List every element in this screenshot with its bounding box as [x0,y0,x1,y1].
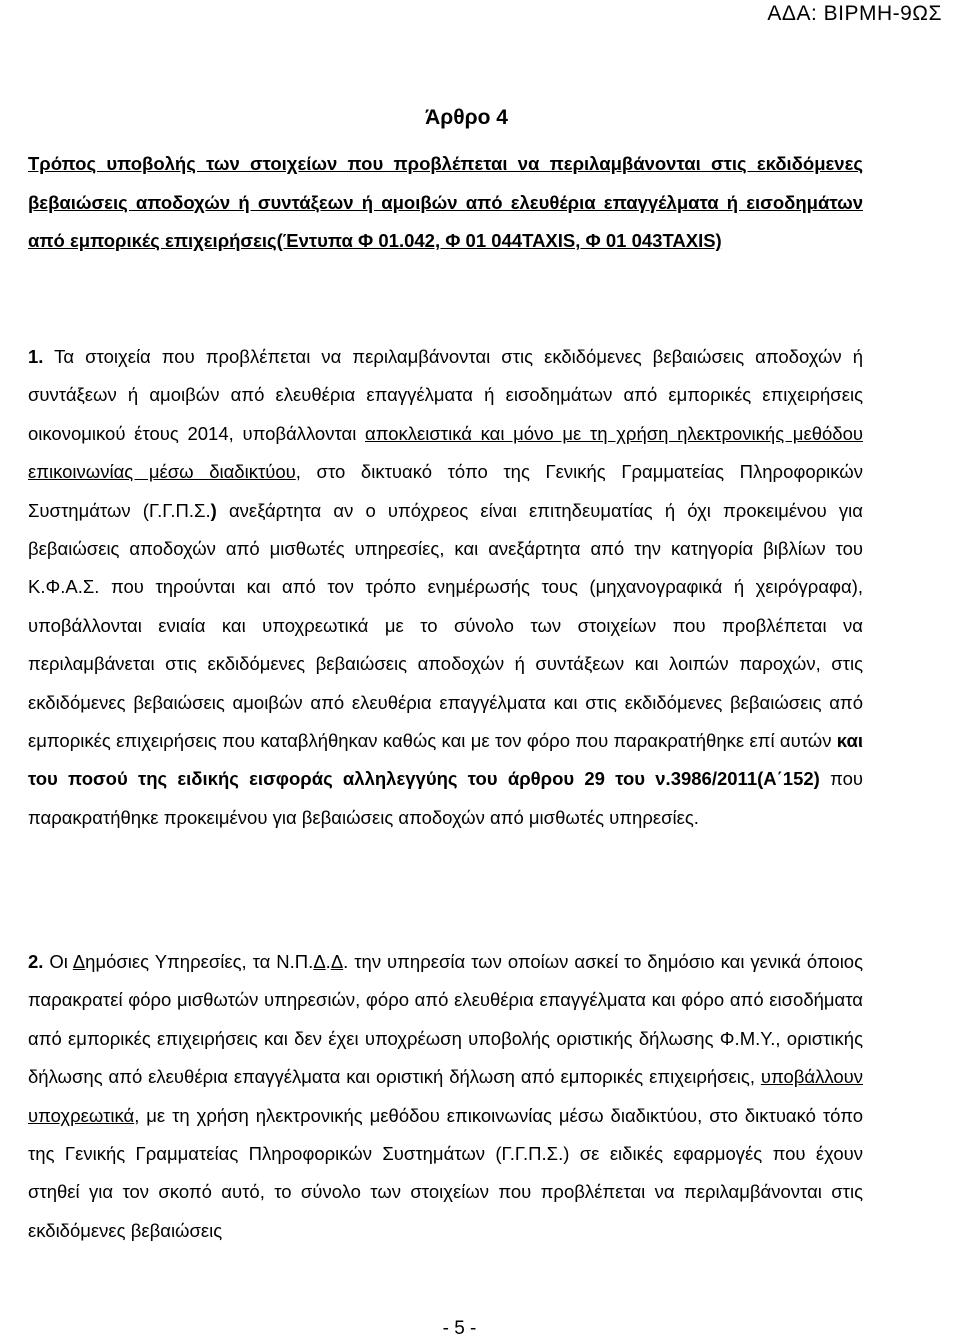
paragraph-1-number: 1. [28,346,44,367]
paragraph-2-underlined-3: Δ [330,951,344,972]
paragraph-2-underlined-4: υποβάλλουν υποχρεωτικά [28,1066,863,1126]
paragraph-1-text-3: ανεξάρτητα αν ο υπόχρεος είναι επιτηδευματίας ή όχι προκειμένου για βεβαιώσεις αποδοχών από μισθωτές υπηρεσίες, και ανεξάρτητα από την κατηγορία βιβλίων του Κ.Φ.Α.Σ. που τηρούνται και από τον τρόπο ενημέρωσής τους (μηχανογραφικά ή χειρόγραφα), υποβάλλονται ενιαία και υποχρεωτικά με το σύνολο των στοιχείων που προβλέπεται να περιλαμβάνεται στις εκδιδόμενες βεβαιώσεις αποδοχών ή συντάξεων και λοιπών παροχών, στις εκδιδόμενες βεβαιώσεις αμοιβών από ελευθέρια επαγγέλματα και στις εκδιδόμενες βεβαιώσεις από εμπορικές επιχειρήσεις που καταβλήθηκαν καθώς και με τον φόρο που παρακρατήθηκε επί αυτών [28,499,863,752]
paragraph-1-underlined: αποκλειστικά και μόνο με τη χρήση ηλεκτρονικής μεθόδου επικοινωνίας μέσω διαδικτύου [28,422,864,483]
page-number: - 5 - [442,1318,477,1339]
paragraph-2-text-4: . την υπηρεσία των οποίων ασκεί το δημόσιο και γενικά όποιος παρακρατεί φόρο μισθωτών υπηρεσιών, φόρο από ελευθέρια επαγγέλματα και φόρο από εισοδήματα από εμπορικές επιχειρήσεις και δεν έχει υποχρέωση υποβολής οριστικής δήλωσης Φ.Μ.Υ., οριστικής δήλωσης από ελευθέρια επαγγέλματα και οριστική δήλωση από εμπορικές επιχειρήσεις, [28,951,864,1088]
paragraph-1-bold-text: και του ποσού της ειδικής εισφοράς αλληλεγγύης του άρθρου 29 του ν.3986/2011(Α΄152) [28,730,863,790]
ada-code: ΑΔΑ: ΒΙΡΜΗ-9ΩΣ [767,2,942,25]
article-title: Άρθρο 4 [425,106,508,129]
paragraph-1-text-1: Τα στοιχεία που προβλέπεται να περιλαμβάνονται στις εκδιδόμενες βεβαιώσεις αποδοχών ή συντάξεων ή αμοιβών από ελευθέρια επαγγέλματα ή εισοδημάτων από εμπορικές επιχειρήσεις οικονομικού έτους 2014, υποβάλλονται [28,346,863,444]
paragraph-1 [28,338,863,837]
paragraph-2-underlined-1: Δ [72,951,86,972]
paragraph-1-text-4: που παρακρατήθηκε προκειμένου για βεβαιώσεις αποδοχών από μισθωτές υπηρεσίες. [28,768,863,828]
paragraph-2-text-3: . [325,951,331,972]
paragraph-1-bold-paren: ) [210,499,217,521]
paragraph-2-text-1: Οι [43,951,73,972]
paragraph-2-underlined-2: Δ [313,951,326,972]
paragraph-2-text-5: , με τη χρήση ηλεκτρονικής μεθόδου επικοινωνίας μέσω διαδικτύου, στο δικτυακό τόπο της Γενικής Γραμματείας Πληροφορικών Συστημάτων (Γ.Γ.Π.Σ.) σε ειδικές εφαρμογές που έχουν στηθεί για τον σκοπό αυτό, το σύνολο των στοιχείων που προβλέπεται να περιλαμβάνονται στις εκδιδόμενες βεβαιώσεις [28,1104,863,1241]
article-heading: Τρόπος υποβολής των στοιχείων που προβλέπεται να περιλαμβάνονται στις εκδιδόμενες βεβαιώσεις αποδοχών ή συντάξεων ή αμοιβών από ελευθέρια επαγγέλματα ή εισοδημάτων από εμπορικές επιχειρήσεις(Έντυπα Φ 01.042, Φ 01 044TAXIS, Φ 01 043TAXIS) [28,153,863,251]
paragraph-1-text-2: , στο δικτυακό τόπο της Γενικής Γραμματείας Πληροφορικών Συστημάτων (Γ.Γ.Π.Σ. [28,461,863,521]
paragraph-2-text-2: ημόσιες Υπηρεσίες, τα Ν.Π. [85,951,314,972]
paragraph-2-number: 2. [28,951,44,972]
paragraph-2 [28,943,863,1250]
